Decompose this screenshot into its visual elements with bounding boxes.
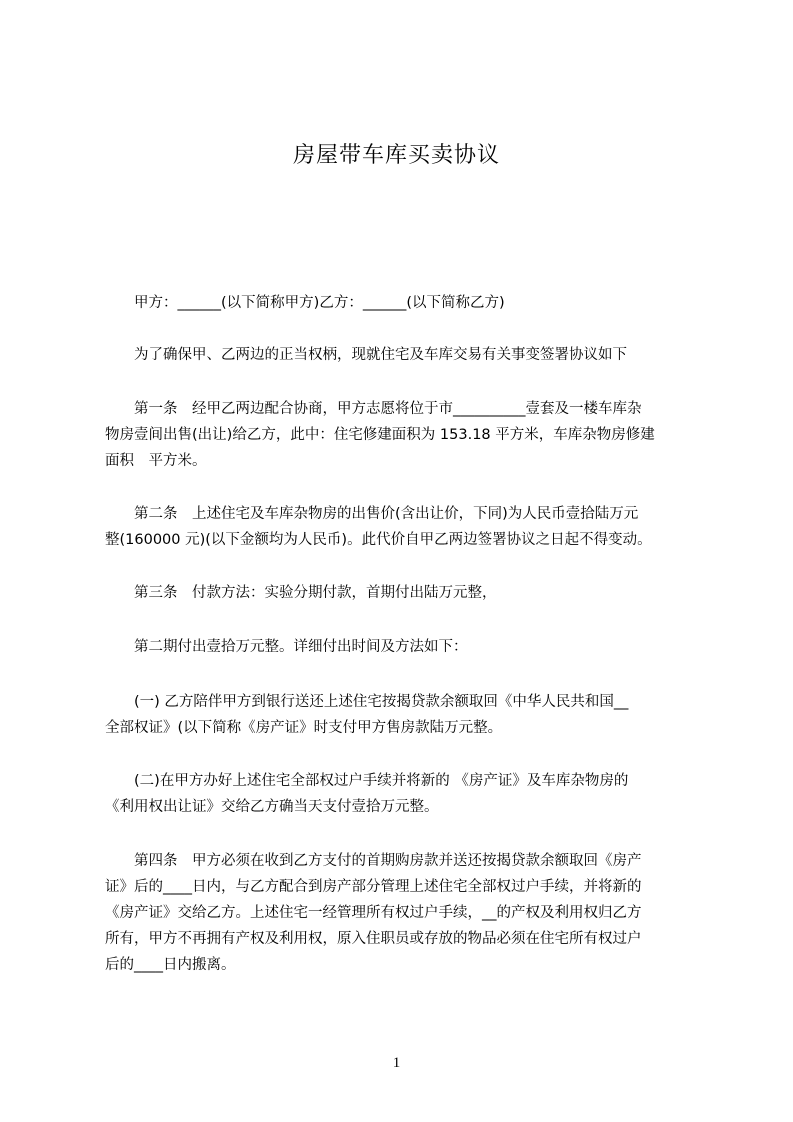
paragraph-clause-1 xyxy=(105,689,701,741)
text-line: 证》后的____日内，与乙方配合到房产部分管理上述住宅全部权过户手续，并将新的 xyxy=(105,879,642,895)
paragraph-preamble xyxy=(105,342,701,368)
text-line: 第二期付出壹拾万元整。详细付出时间及方法如下： xyxy=(105,639,468,655)
text-line: 面积 平方米。 xyxy=(105,453,207,469)
document-title: 房屋带车库买卖协议 xyxy=(292,143,500,168)
text-line: 全部权证》(以下简称《房产证》时支付甲方售房款陆万元整。 xyxy=(105,720,503,736)
text-line: 为了确保甲、乙两边的正当权柄，现就住宅及车库交易有关事变签署协议如下 xyxy=(105,347,627,363)
paragraph-article-2 xyxy=(105,501,701,553)
text-line: 第一条 经甲乙两边配合协商，甲方志愿将位于市__________壹套及一楼车库杂 xyxy=(105,401,642,417)
text-line: (一) 乙方陪伴甲方到银行送还上述住宅按揭贷款余额取回《中华人民共和国__ xyxy=(105,694,629,710)
text-line: 物房壹间出售(出让)给乙方，此中：住宅修建面积为 153.18 平方米，车库杂物房修建 xyxy=(105,427,655,443)
text-line: 甲方：______(以下简称甲方)乙方：______(以下简称乙方) xyxy=(105,295,505,311)
paragraph-article-1 xyxy=(105,396,701,474)
text-line: 《房产证》交给乙方。上述住宅一经管理所有权过户手续，__的产权及利用权归乙方 xyxy=(105,905,642,921)
paragraph-clause-2 xyxy=(105,768,701,820)
text-line: 第三条 付款方法：实验分期付款，首期付出陆万元整， xyxy=(105,585,497,601)
paragraph-parties xyxy=(105,290,701,316)
text-line: 整(160000 元)(以下金额均为人民币)。此代价自甲乙两边签署协议之日起不得变动。 xyxy=(105,532,652,548)
paragraph-article-4 xyxy=(105,848,701,978)
paragraph-second-payment xyxy=(105,634,701,660)
text-line: 后的____日内搬离。 xyxy=(105,957,236,973)
text-line: (二)在甲方办好上述住宅全部权过户手续并将新的 《房产证》及车库杂物房的 xyxy=(105,773,629,789)
page-number: 1 xyxy=(392,1055,401,1071)
text-line: 所有，甲方不再拥有产权及利用权，原入住职员或存放的物品必须在住宅所有权过户 xyxy=(105,931,642,947)
text-line: 第二条 上述住宅及车库杂物房的出售价(含出让价，下同)为人民币壹拾陆万元 xyxy=(105,506,639,522)
text-line: 《利用权出让证》交给乙方确当天支付壹拾万元整。 xyxy=(105,799,439,815)
paragraph-article-3 xyxy=(105,580,701,606)
text-line: 第四条 甲方必须在收到乙方支付的首期购房款并送还按揭贷款余额取回《房产 xyxy=(105,853,642,869)
